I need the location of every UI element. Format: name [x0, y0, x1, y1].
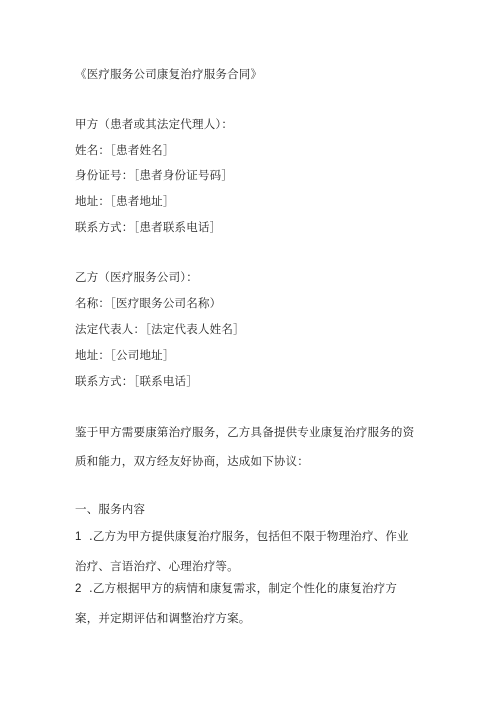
party-b-name: 名称：［医疗眼务公司名称）: [75, 296, 222, 310]
item-text: .乙方根据甲方的病情和康复需求，制定个性化的康复治疗方案，并定期评估和调整治疗方案。: [75, 581, 398, 625]
party-a-id: 身份证号：［患者身份证号码］: [75, 168, 234, 182]
party-b-address: 地址：［公司地址］: [75, 348, 175, 362]
section-1-item-2: [75, 574, 420, 633]
party-b-contact: 联系方式：［联系电话］: [75, 374, 198, 388]
preamble-paragraph: 鉴于甲方需要康第治疗服务，乙方具备提供专业康复治疗服务的资质和能力，双方经友好协商，达成如下协议：: [75, 425, 415, 468]
party-a-address: 地址：［患者地址］: [75, 194, 175, 208]
section-1-heading: 一、服务内容: [75, 502, 146, 516]
party-b-heading: 乙方（医疗服务公司）：: [75, 270, 198, 284]
party-a-name: 姓名：［患者姓名］: [75, 143, 175, 157]
item-number: 2: [75, 583, 82, 595]
party-b-legal-rep: 法定代表人：［法定代表人姓名］: [75, 322, 245, 336]
item-number: 1: [75, 531, 82, 543]
party-a-contact: 联系方式：［患者联系电话］: [75, 220, 222, 234]
section-1-item-1: [75, 522, 420, 581]
document-title: 《医疗服务公司康复治疗服务合同》: [75, 67, 263, 81]
party-a-heading: 甲方（患者或其法定代理人）：: [75, 117, 234, 131]
item-text: .乙方为甲方提供康复治疗服务，包括但不限于物理治疗、作业治疗、言语治疗、心理治疗等。: [75, 529, 409, 573]
